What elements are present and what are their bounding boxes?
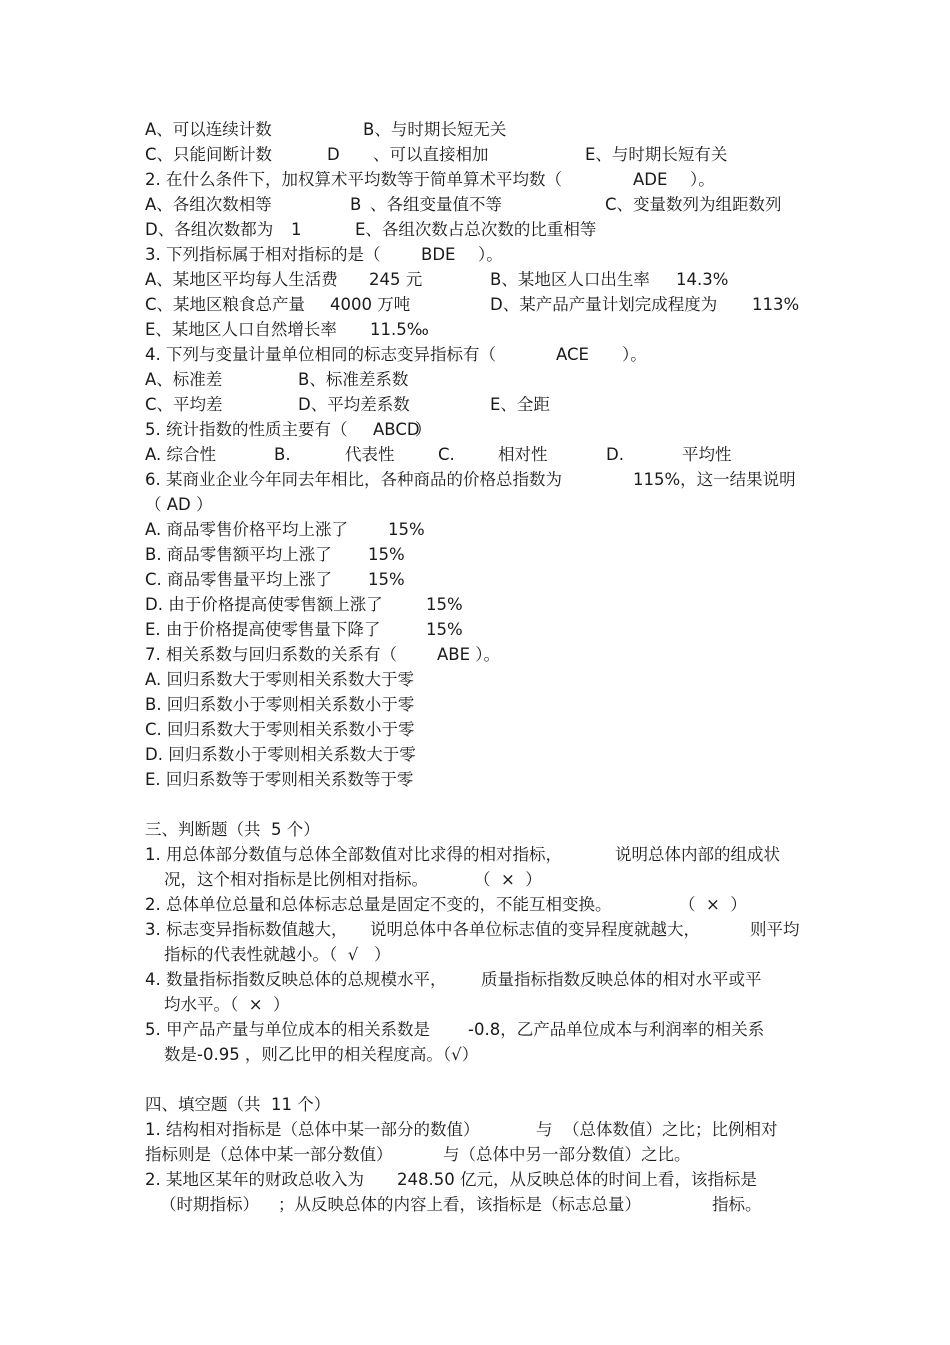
option-a: A. 商品零售价格平均上涨了 <box>145 520 348 539</box>
fill-item-cont: 指标。 <box>712 1195 762 1214</box>
option-b-value: 15% <box>368 545 405 564</box>
judgement-item-cont: 数是-0.95 ，则乙比甲的相关程度高。（√） <box>164 1045 479 1064</box>
option-e: E、全距 <box>490 395 550 414</box>
option-d-label: D. <box>606 445 624 464</box>
fill-item-cont: 与（总体中另一部分数值）之比。 <box>443 1145 691 1164</box>
fill-item-cont: 与 （总体数值）之比；比例相对 <box>536 1120 778 1139</box>
option-b-value: 14.3% <box>676 270 729 289</box>
judgement-item-cont: 指标的代表性就越小。（ √ ） <box>164 945 391 964</box>
option-b: B. 回归系数小于零则相关系数小于零 <box>145 695 415 714</box>
option-c-value: 4000 万吨 <box>330 295 411 314</box>
judgement-item-cont: 况，这个相对指标是比例相对指标。 <box>164 870 428 889</box>
fill-item: 1. 结构相对指标是（总体中某一部分的数值） <box>145 1120 480 1139</box>
judgement-item-cont: -0.8，乙产品单位成本与利润率的相关系 <box>468 1020 765 1039</box>
option-e: E. 回归系数等于零则相关系数等于零 <box>145 770 414 789</box>
option-b-label: B <box>350 195 362 214</box>
judgement-item: 5. 甲产品产量与单位成本的相关系数是 <box>145 1020 430 1039</box>
option-c: C、某地区粮食总产量 <box>145 295 306 314</box>
fill-item-cont: （时期指标） <box>160 1195 259 1214</box>
judgement-item-cont: 质量指标指数反映总体的相对水平或平 <box>481 970 762 989</box>
judgement-answer: （ × ） <box>474 870 542 889</box>
judgement-item: 2. 总体单位总量和总体标志总量是固定不变的，不能互相变换。 <box>145 895 612 914</box>
answer: ABCD <box>373 420 420 439</box>
option-c-text: 相对性 <box>498 445 548 464</box>
option-c: C、只能间断计数 <box>145 145 273 164</box>
option-d-value: 1 <box>291 220 302 239</box>
option-e: E、各组次数占总次数的比重相等 <box>355 220 597 239</box>
option-a: A. 回归系数大于零则相关系数大于零 <box>145 670 414 689</box>
question-stem-end: ）。 <box>478 245 503 264</box>
answer: ACE <box>556 345 589 364</box>
judgement-answer: （ × ） <box>679 895 747 914</box>
option-c: C、变量数列为组距数列 <box>605 195 782 214</box>
option-d: D. 回归系数小于零则相关系数大于零 <box>145 745 416 764</box>
fill-item: 2. 某地区某年的财政总收入为 <box>145 1170 364 1189</box>
answer: （ AD ） <box>145 495 213 514</box>
judgement-item: 4. 数量指标指数反映总体的总规模水平， <box>145 970 447 989</box>
option-b: B、与时期长短无关 <box>363 120 507 139</box>
option-d-text: 、可以直接相加 <box>373 145 489 164</box>
option-e: E. 由于价格提高使零售量下降了 <box>145 620 381 639</box>
section-heading: 四、填空题（共 11 个） <box>145 1095 331 1114</box>
option-d-text: 平均性 <box>682 445 732 464</box>
option-a-value: 15% <box>388 520 425 539</box>
option-a: A、某地区平均每人生活费 <box>145 270 338 289</box>
question-stem-end: ）。 <box>690 170 715 189</box>
option-d: D、某产品产量计划完成程度为 <box>490 295 718 314</box>
judgement-item-cont: 则平均 <box>750 920 800 939</box>
judgement-item: 1. 用总体部分数值与总体全部数值对比求得的相对指标， <box>145 845 562 864</box>
option-b-text: 代表性 <box>345 445 395 464</box>
question-stem-cont: 115%，这一结果说明 <box>633 470 796 489</box>
option-b: B、某地区人口出生率 <box>490 270 650 289</box>
option-a: A、标准差 <box>145 370 223 389</box>
question-stem: 4. 下列与变量计量单位相同的标志变异指标有（ <box>145 345 496 364</box>
answer: BDE <box>421 245 456 264</box>
fill-item-cont: 248.50 亿元，从反映总体的时间上看，该指标是 <box>397 1170 757 1189</box>
question-stem: 7. 相关系数与回归系数的关系有（ <box>145 645 397 664</box>
question-stem: 6. 某商业企业今年同去年相比，各种商品的价格总指数为 <box>145 470 562 489</box>
question-stem: 3. 下列指标属于相对指标的是（ <box>145 245 381 264</box>
option-c-value: 15% <box>368 570 405 589</box>
option-d: D. 由于价格提高使零售额上涨了 <box>145 595 383 614</box>
judgement-item-cont: 说明总体内部的组成状 <box>615 845 780 864</box>
judgement-item-cont: 说明总体中各单位标志值的变异程度就越大， <box>370 920 700 939</box>
option-b-text: 、各组变量值不等 <box>370 195 502 214</box>
option-a: A、各组次数相等 <box>145 195 272 214</box>
option-d: D、平均差系数 <box>298 395 410 414</box>
judgement-item: 3. 标志变异指标数值越大， <box>145 920 348 939</box>
fill-item-cont: ；从反映总体的内容上看，该指标是（标志总量） <box>278 1195 641 1214</box>
option-d-value: 113% <box>752 295 800 314</box>
option-e-value: 15% <box>426 620 463 639</box>
option-b-label: B. <box>274 445 291 464</box>
option-c: C. 回归系数大于零则相关系数小于零 <box>145 720 415 739</box>
section-heading: 三、判断题（共 5 个） <box>145 820 320 839</box>
option-d-value: 15% <box>426 595 463 614</box>
option-d-label: D <box>327 145 340 164</box>
option-a: A、可以连续计数 <box>145 120 272 139</box>
option-d: D、各组次数都为 <box>145 220 274 239</box>
option-a-value: 245 元 <box>369 270 423 289</box>
option-e-value: 11.5‰ <box>370 320 429 339</box>
answer: ADE <box>633 170 668 189</box>
option-c: C. 商品零售量平均上涨了 <box>145 570 333 589</box>
option-c-label: C. <box>438 445 455 464</box>
question-stem-end: ）。 <box>622 345 647 364</box>
question-stem-end: ） <box>415 420 432 439</box>
fill-item-cont: 指标则是（总体中某一部分数值） <box>145 1145 393 1164</box>
question-stem: 2. 在什么条件下，加权算术平均数等于简单算术平均数（ <box>145 170 562 189</box>
option-e: E、与时期长短有关 <box>585 145 728 164</box>
option-a: A. 综合性 <box>145 445 216 464</box>
option-b: B. 商品零售额平均上涨了 <box>145 545 332 564</box>
judgement-item-cont: 均水平。（ × ） <box>164 995 290 1014</box>
question-stem: 5. 统计指数的性质主要有（ <box>145 420 348 439</box>
option-c: C、平均差 <box>145 395 223 414</box>
option-e: E、某地区人口自然增长率 <box>145 320 337 339</box>
answer: ABE ）。 <box>437 645 501 664</box>
option-b: B、标准差系数 <box>298 370 409 389</box>
